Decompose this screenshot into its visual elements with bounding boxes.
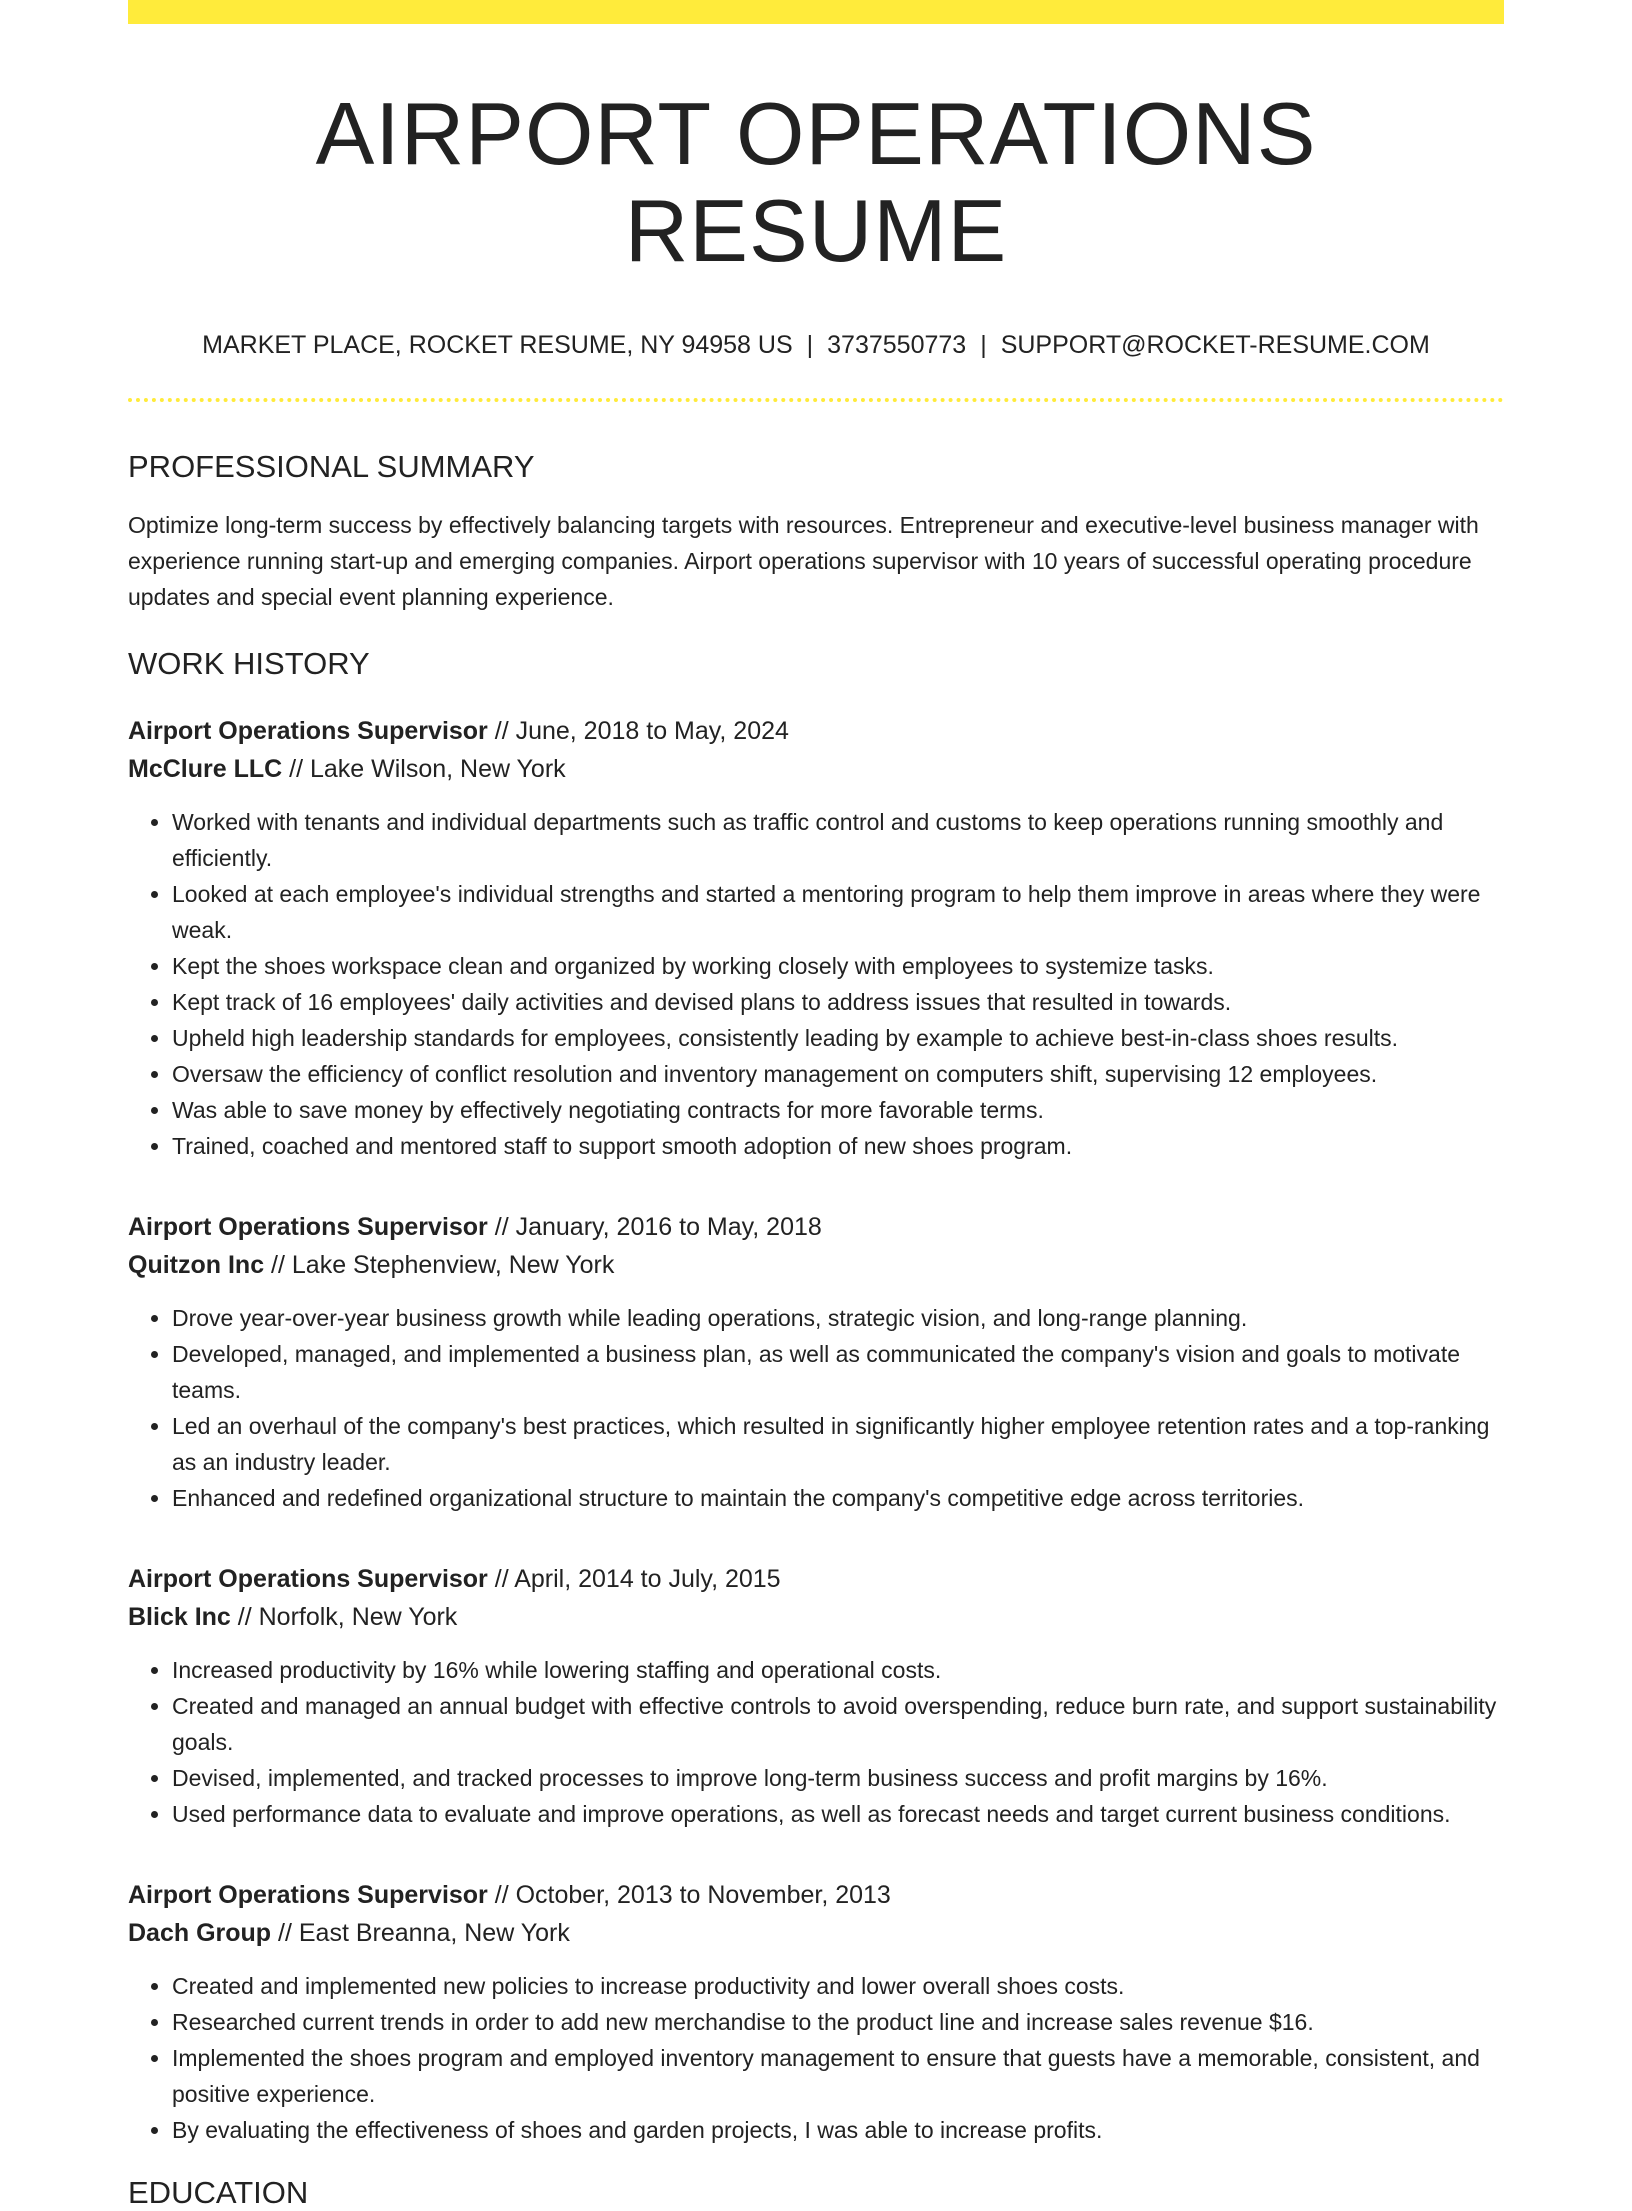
dotted-divider — [128, 398, 1504, 402]
education-heading: EDUCATION — [128, 2174, 309, 2210]
job-dates: // April, 2014 to July, 2015 — [487, 1564, 781, 1593]
job-entry — [128, 712, 1504, 1164]
job-title-line — [128, 712, 1504, 750]
job-bullet: • Kept the shoes workspace clean and organized by working closely with employees to systemize tasks. — [172, 948, 1504, 984]
job-title-line — [128, 1876, 1504, 1914]
job-bullet: • Upheld high leadership standards for employees, consistently leading by example to achieve best-in-class shoes results. — [172, 1020, 1504, 1056]
job-bullet: • Implemented the shoes program and employed inventory management to ensure that guests have a memorable, consistent, and positive experience. — [172, 2040, 1504, 2112]
job-title: Airport Operations Supervisor — [128, 1880, 488, 1909]
company-name: Blick Inc — [128, 1602, 231, 1631]
job-bullets — [128, 804, 1504, 1164]
job-company-line — [128, 1246, 1504, 1284]
job-dates: // June, 2018 to May, 2024 — [487, 716, 789, 745]
job-bullet: • Developed, managed, and implemented a business plan, as well as communicated the company's vision and goals to motivate teams. — [172, 1336, 1504, 1408]
resume-title: AIRPORT OPERATIONS RESUME — [315, 84, 1317, 280]
job-entry — [128, 1208, 1504, 1516]
job-bullet: • Created and managed an annual budget with effective controls to avoid overspending, reduce burn rate, and support sustainability goals. — [172, 1688, 1504, 1760]
company-location: // Lake Stephenview, New York — [264, 1250, 615, 1279]
job-title: Airport Operations Supervisor — [128, 1564, 488, 1593]
job-company-line — [128, 1598, 1504, 1636]
company-location: // Norfolk, New York — [230, 1602, 458, 1631]
company-name: McClure LLC — [128, 754, 283, 783]
job-company-line — [128, 1914, 1504, 1952]
job-bullet: • Trained, coached and mentored staff to support smooth adoption of new shoes program. — [172, 1128, 1504, 1164]
job-bullet: • Researched current trends in order to add new merchandise to the product line and increase sales revenue $16. — [172, 2004, 1504, 2040]
work-history-heading: WORK HISTORY — [128, 645, 370, 681]
job-bullet: • Led an overhaul of the company's best practices, which resulted in significantly higher employee retention rates and a top-ranking as an industry leader. — [172, 1408, 1504, 1480]
job-bullet: • Created and implemented new policies to increase productivity and lower overall shoes costs. — [172, 1968, 1504, 2004]
company-location: // East Breanna, New York — [271, 1918, 570, 1947]
job-bullet: • Kept track of 16 employees' daily activities and devised plans to address issues that resulted in towards. — [172, 984, 1504, 1020]
top-accent-bar — [128, 0, 1504, 24]
job-bullet: • Was able to save money by effectively negotiating contracts for more favorable terms. — [172, 1092, 1504, 1128]
job-bullet: • Used performance data to evaluate and improve operations, as well as forecast needs and target current business conditions. — [172, 1796, 1504, 1832]
job-title-line — [128, 1208, 1504, 1246]
job-bullet: • Enhanced and redefined organizational structure to maintain the company's competitive edge across territories. — [172, 1480, 1504, 1516]
job-bullet: • Worked with tenants and individual departments such as traffic control and customs to keep operations running smoothly and efficiently. — [172, 804, 1504, 876]
jobs-list — [128, 712, 1504, 2148]
job-bullet: • By evaluating the effectiveness of shoes and garden projects, I was able to increase profits. — [172, 2112, 1504, 2148]
address: MARKET PLACE, ROCKET RESUME, NY 94958 US — [202, 330, 793, 359]
phone: 3737550773 — [827, 330, 967, 359]
email: SUPPORT@ROCKET-RESUME.COM — [1000, 330, 1430, 359]
job-bullet: • Looked at each employee's individual strengths and started a mentoring program to help them improve in areas where they were weak. — [172, 876, 1504, 948]
job-title: Airport Operations Supervisor — [128, 1212, 488, 1241]
company-name: Quitzon Inc — [128, 1250, 265, 1279]
summary-text: Optimize long-term success by effectively balancing targets with resources. Entrepreneur and executive-level business manager with experience running start-up and emerging companies. Airport operations supervisor with 10 years of successful operating procedure updates and special event planning experience. — [128, 511, 1479, 610]
job-bullets — [128, 1968, 1504, 2148]
company-name: Dach Group — [128, 1918, 272, 1947]
contact-separator: | — [980, 330, 987, 359]
job-bullet: • Oversaw the efficiency of conflict resolution and inventory management on computers shift, supervising 12 employees. — [172, 1056, 1504, 1092]
job-company-line — [128, 750, 1504, 788]
job-dates: // October, 2013 to November, 2013 — [487, 1880, 891, 1909]
job-bullets — [128, 1300, 1504, 1516]
job-bullets — [128, 1652, 1504, 1832]
job-dates: // January, 2016 to May, 2018 — [487, 1212, 822, 1241]
resume-page — [128, 0, 1504, 2211]
job-title-line — [128, 1560, 1504, 1598]
job-entry — [128, 1560, 1504, 1832]
contact-line — [128, 330, 1504, 360]
job-entry — [128, 1876, 1504, 2148]
job-title: Airport Operations Supervisor — [128, 716, 488, 745]
company-location: // Lake Wilson, New York — [282, 754, 566, 783]
job-bullet: • Devised, implemented, and tracked processes to improve long-term business success and profit margins by 16%. — [172, 1760, 1504, 1796]
job-bullet: • Drove year-over-year business growth while leading operations, strategic vision, and long-range planning. — [172, 1300, 1504, 1336]
contact-separator: | — [806, 330, 814, 359]
summary-heading: PROFESSIONAL SUMMARY — [128, 448, 535, 484]
job-bullet: • Increased productivity by 16% while lowering staffing and operational costs. — [172, 1652, 1504, 1688]
